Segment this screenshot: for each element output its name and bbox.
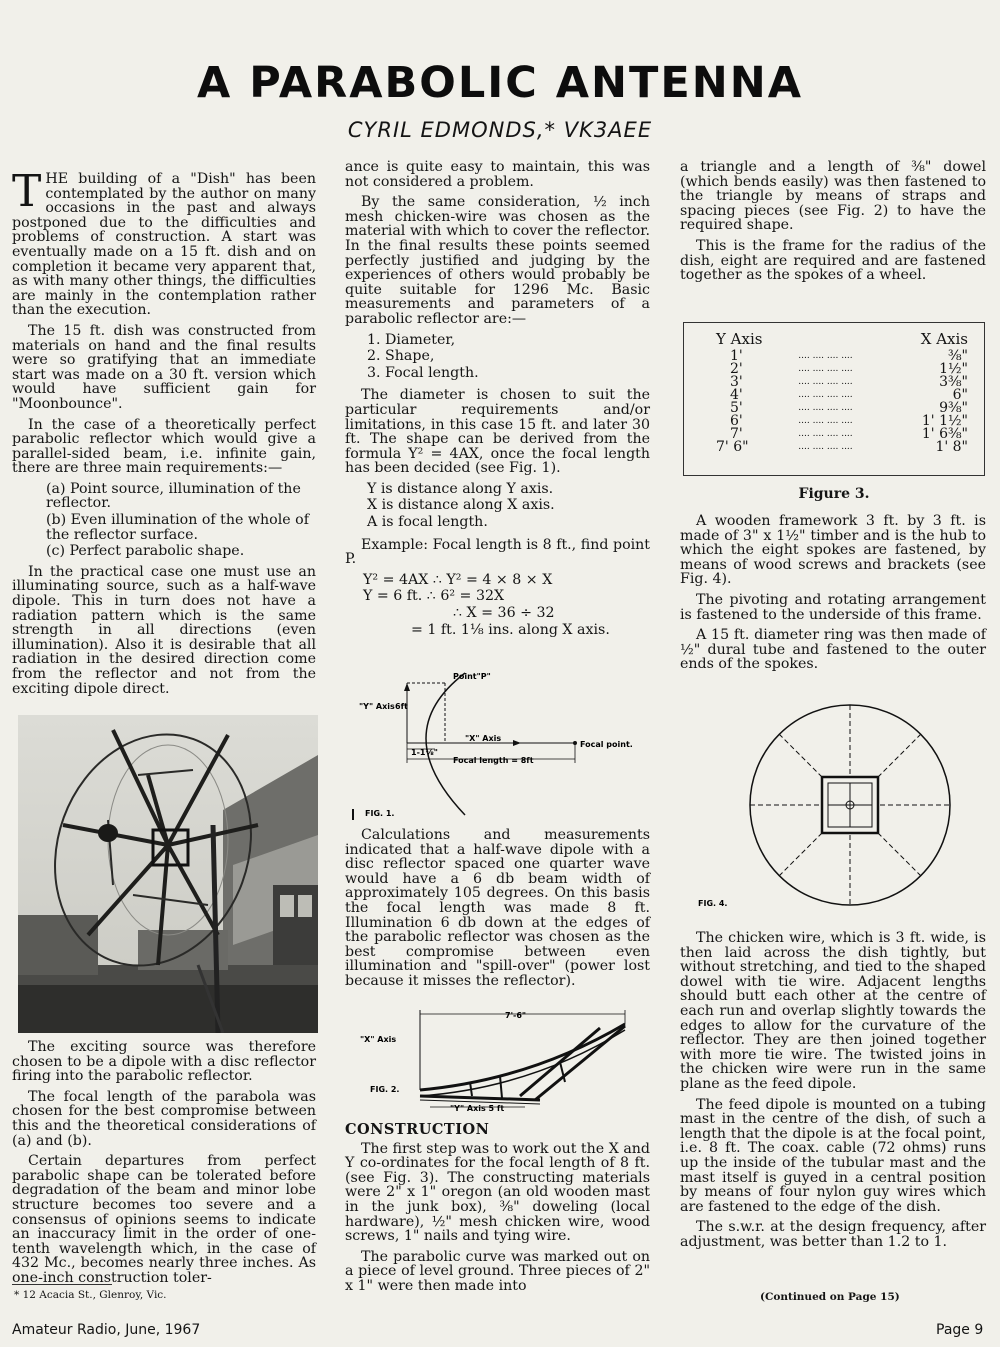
table-row: 1' .... .... .... .... ⅜" bbox=[730, 348, 968, 364]
paragraph: The first step was to work out the X and Y co-ordinates for the focal length of 8 ft. (see Fig. 3). The constructing materials were 2" x 1" oregon (an old wooden mast in the junk box), ⅜" doweling (local hardware), ½" mesh chicken wire, wood screws, 1" nails and tying wire. bbox=[345, 1140, 650, 1245]
definition: Y is distance along Y axis. bbox=[367, 480, 554, 497]
definition: X is distance along X axis. bbox=[367, 497, 555, 514]
paragraph: In the practical case one must use an illuminating source, such as a half-wave dipole. This in turn does not have a radiation pattern which is the same strength in all directions (even illumination). Also it is desirable that all radiation in the desired direction come from the reflector and not from the exciting dipole direct. bbox=[12, 563, 316, 697]
dot-leader: .... .... .... .... bbox=[798, 429, 853, 439]
figure-4 bbox=[690, 690, 990, 920]
paragraph: The exciting source was therefore chosen to be a dipole with a disc reflector firing into the parabolic reflector. bbox=[12, 1039, 316, 1085]
column-1-continued bbox=[12, 1040, 316, 1292]
drop-cap: T bbox=[12, 166, 42, 217]
paragraph: Certain departures from perfect parabolic shape can be tolerated before degradation of the beam and minor lobe structure becomes too severe and a consensus of opinions seems to indicate an inaccuracy limit in the order of one-tenth wavelength which, in the case of 432 Mc., becomes nearly three inches. As one-inch construction toler- bbox=[12, 1153, 316, 1286]
continued-note: (Continued on Page 15) bbox=[760, 1291, 900, 1303]
fig1-focal-point: Focal point. bbox=[580, 740, 633, 749]
paragraph: In the case of a theoretically perfect parabolic reflector which would give a parallel-sided beam, i.e. infinite gain, there are three main requirements:— bbox=[12, 416, 316, 477]
paragraph: The diameter is chosen to suit the particular requirements and/or limitations, in this case 15 ft. and later 30 ft. The shape can be derived from the formula Y² = 4AX, once the focal length has been decided (see Fig. 1). bbox=[345, 387, 650, 477]
fig1-caption: FIG. 1. bbox=[365, 809, 395, 818]
dot-leader: .... .... .... .... bbox=[798, 403, 853, 413]
paragraph: The chicken wire, which is 3 ft. wide, is then laid across the dish tightly, but without stretching, and tied to the shaped dowel with tie wire. Adjacent lengths should butt each other at the centre of each run and overlap slightly towards the edges to allow for the curvature of the reflector. They are then joined together with more tie wire. The twisted joins in the chicken wire were run in the same plane as the feed dipole. bbox=[680, 930, 986, 1092]
fig2-width-label: 7'-6" bbox=[505, 1011, 527, 1020]
paragraph-text: HE building of a "Dish" has been contemplated by the author on many occasions in the past and always postponed due to the difficulties and problems of construction. A start was eventually made on a 15 ft. dish and on completion it became very apparent that, as with many other things, the difficulties are mainly in the contemplation rather than the execution. bbox=[12, 171, 316, 319]
paragraph: The pivoting and rotating arrangement is fastened to the underside of this frame. bbox=[680, 591, 986, 623]
table-row: 7' 6" .... .... .... .... 1' 8" bbox=[716, 439, 968, 455]
equation: = 1 ft. 1⅛ ins. along X axis. bbox=[411, 621, 610, 638]
list-item: (a) Point source, illumination of the reflector. bbox=[46, 480, 301, 512]
figure-2-diagram bbox=[360, 1000, 650, 1115]
antenna-photo bbox=[18, 715, 318, 1033]
author-line: CYRIL EDMONDS,* VK3AEE bbox=[347, 118, 653, 142]
equation: Y² = 4AX ∴ Y² = 4 × 8 × X bbox=[363, 571, 553, 588]
column-2-construction bbox=[345, 1115, 650, 1300]
figure-3-table-box bbox=[683, 322, 985, 476]
table-row: 3' .... .... .... .... 3⅜" bbox=[730, 374, 968, 390]
table-header-row bbox=[712, 333, 972, 350]
definition: A is focal length. bbox=[367, 514, 488, 531]
table-row: 5' .... .... .... .... 9⅜" bbox=[730, 400, 968, 416]
table-header-y: Y Axis bbox=[716, 330, 763, 348]
equation: Y = 6 ft. ∴ 6² = 32X bbox=[363, 588, 505, 605]
paragraph: Example: Focal length is 8 ft., find point P. bbox=[345, 536, 650, 568]
list-item: (b) Even illumination of the whole of the reflector surface. bbox=[46, 512, 309, 543]
column-3 bbox=[680, 160, 986, 289]
table-row: 6' .... .... .... .... 1' 1½" bbox=[730, 413, 968, 429]
list-item: (c) Perfect parabolic shape. bbox=[46, 543, 245, 560]
table-row: 7' .... .... .... .... 1' 6⅜" bbox=[730, 426, 968, 442]
dot-leader: .... .... .... .... bbox=[798, 351, 853, 361]
fig2-y-axis-label: "Y" Axis 5 ft bbox=[450, 1104, 505, 1113]
paragraph: ance is quite easy to maintain, this was not considered a problem. bbox=[345, 159, 650, 190]
column-1 bbox=[12, 166, 316, 702]
paragraph: The feed dipole is mounted on a tubing mast in the centre of the dish, of such a length that the dipole is at the focal point, i.e. 8 ft. The coax. cable (72 ohms) runs up the inside of the tubular mast and the mast itself is guyed in a central position by means of four nylon guy wires which are fastened to the edge of the dish. bbox=[680, 1096, 986, 1215]
fig4-caption: FIG. 4. bbox=[698, 899, 728, 908]
column-2 bbox=[345, 160, 650, 639]
list-item: 2. Shape, bbox=[367, 348, 435, 365]
footer-publication: Amateur Radio, June, 1967 bbox=[12, 1322, 201, 1338]
antenna-photo-illustration bbox=[18, 715, 318, 1033]
fig2-caption: FIG. 2. bbox=[370, 1085, 400, 1094]
fig1-x-axis-label: "X" Axis bbox=[465, 734, 502, 743]
column-2-continued bbox=[345, 828, 650, 995]
column-3-continued bbox=[680, 514, 986, 678]
figure-3-caption: Figure 3. bbox=[798, 486, 870, 502]
table-header-x: X Axis bbox=[920, 330, 968, 348]
footer-page-number: Page 9 bbox=[936, 1322, 984, 1338]
paragraph: The s.w.r. at the design frequency, after adjustment, was better than 1.2 to 1. bbox=[680, 1219, 986, 1250]
paragraph: a triangle and a length of ⅜" dowel (which bends easily) was then fastened to the triangle by means of straps and spacing pieces (see Fig. 2) to have the required shape. bbox=[680, 159, 986, 234]
figure-1-diagram bbox=[345, 663, 650, 820]
fig1-x-value: 1-1⅛" bbox=[411, 748, 438, 757]
dot-leader: .... .... .... .... bbox=[798, 416, 853, 426]
paragraph: The focal length of the parabola was chosen for the best compromise between this and the theoretical considerations of (a) and (b). bbox=[12, 1088, 316, 1149]
list-item: 3. Focal length. bbox=[367, 364, 479, 381]
fig1-focal-length: Focal length = 8ft bbox=[453, 756, 534, 765]
fig2-x-axis-label: "X" Axis bbox=[360, 1035, 397, 1044]
article-title: A PARABOLIC ANTENNA bbox=[197, 58, 803, 108]
table-row: 4' .... .... .... .... 6" bbox=[730, 387, 968, 403]
dot-leader: .... .... .... .... bbox=[798, 442, 853, 452]
column-3-final bbox=[680, 931, 986, 1255]
figure-4-diagram bbox=[690, 690, 990, 920]
dot-leader: .... .... .... .... bbox=[798, 390, 853, 400]
paragraph: Calculations and measurements indicated that a half-wave dipole with a disc reflector spaced one quarter wave would have a 6 db beam width of approximately 105 degrees. On this basis the focal length was made 8 ft. Illumination 6 db down at the edges of the parabolic reflector was chosen as the best compromise between even illumination and "spill-over" (power lost because it misses the reflector). bbox=[345, 827, 650, 989]
fig1-y-value: 6ft bbox=[395, 702, 408, 711]
footnote: * 12 Acacia St., Glenroy, Vic. bbox=[14, 1289, 167, 1301]
dot-leader: .... .... .... .... bbox=[798, 377, 853, 387]
list-item: 1. Diameter, bbox=[367, 331, 456, 348]
paragraph: The parabolic curve was marked out on a piece of level ground. Three pieces of 2" x 1" were then made into bbox=[345, 1248, 650, 1294]
paragraph: By the same consideration, ½ inch mesh chicken-wire was chosen as the material with which to cover the reflector. In the final results these points seemed perfectly justified and judging by the experiences of others would probably be quite suitable for 1296 Mc. Basic measurements and parameters of a parabolic reflector are:— bbox=[345, 194, 650, 327]
figure-3-table bbox=[712, 330, 972, 455]
dot-leader: .... .... .... .... bbox=[798, 364, 853, 374]
figure-2 bbox=[360, 1000, 650, 1115]
paragraph: A wooden framework 3 ft. by 3 ft. is made of 3" x 1½" timber and is the hub to which the eight spokes are fastened, by means of wood screws and brackets (see Fig. 4). bbox=[680, 513, 986, 588]
figure-1 bbox=[345, 663, 650, 820]
paragraph: The 15 ft. dish was constructed from materials on hand and the final results were so gratifying that an immediate start was made on a 30 ft. version which would have sufficient gain for "Moonbounce". bbox=[12, 322, 316, 412]
paragraph bbox=[12, 166, 316, 319]
equation: ∴ X = 36 ÷ 32 bbox=[453, 605, 555, 622]
footnote-rule bbox=[12, 1284, 112, 1285]
paragraph: A 15 ft. diameter ring was then made of ½" dural tube and fastened to the outer ends of the spokes. bbox=[680, 627, 986, 673]
fig1-point-label: Point"P" bbox=[453, 672, 491, 681]
section-heading: CONSTRUCTION bbox=[345, 1121, 490, 1138]
table-row: 2' .... .... .... .... 1½" bbox=[730, 361, 968, 377]
fig1-y-axis-label: "Y" Axis bbox=[359, 702, 395, 711]
paragraph: This is the frame for the radius of the dish, eight are required and are fastened together as the spokes of a wheel. bbox=[680, 237, 986, 284]
